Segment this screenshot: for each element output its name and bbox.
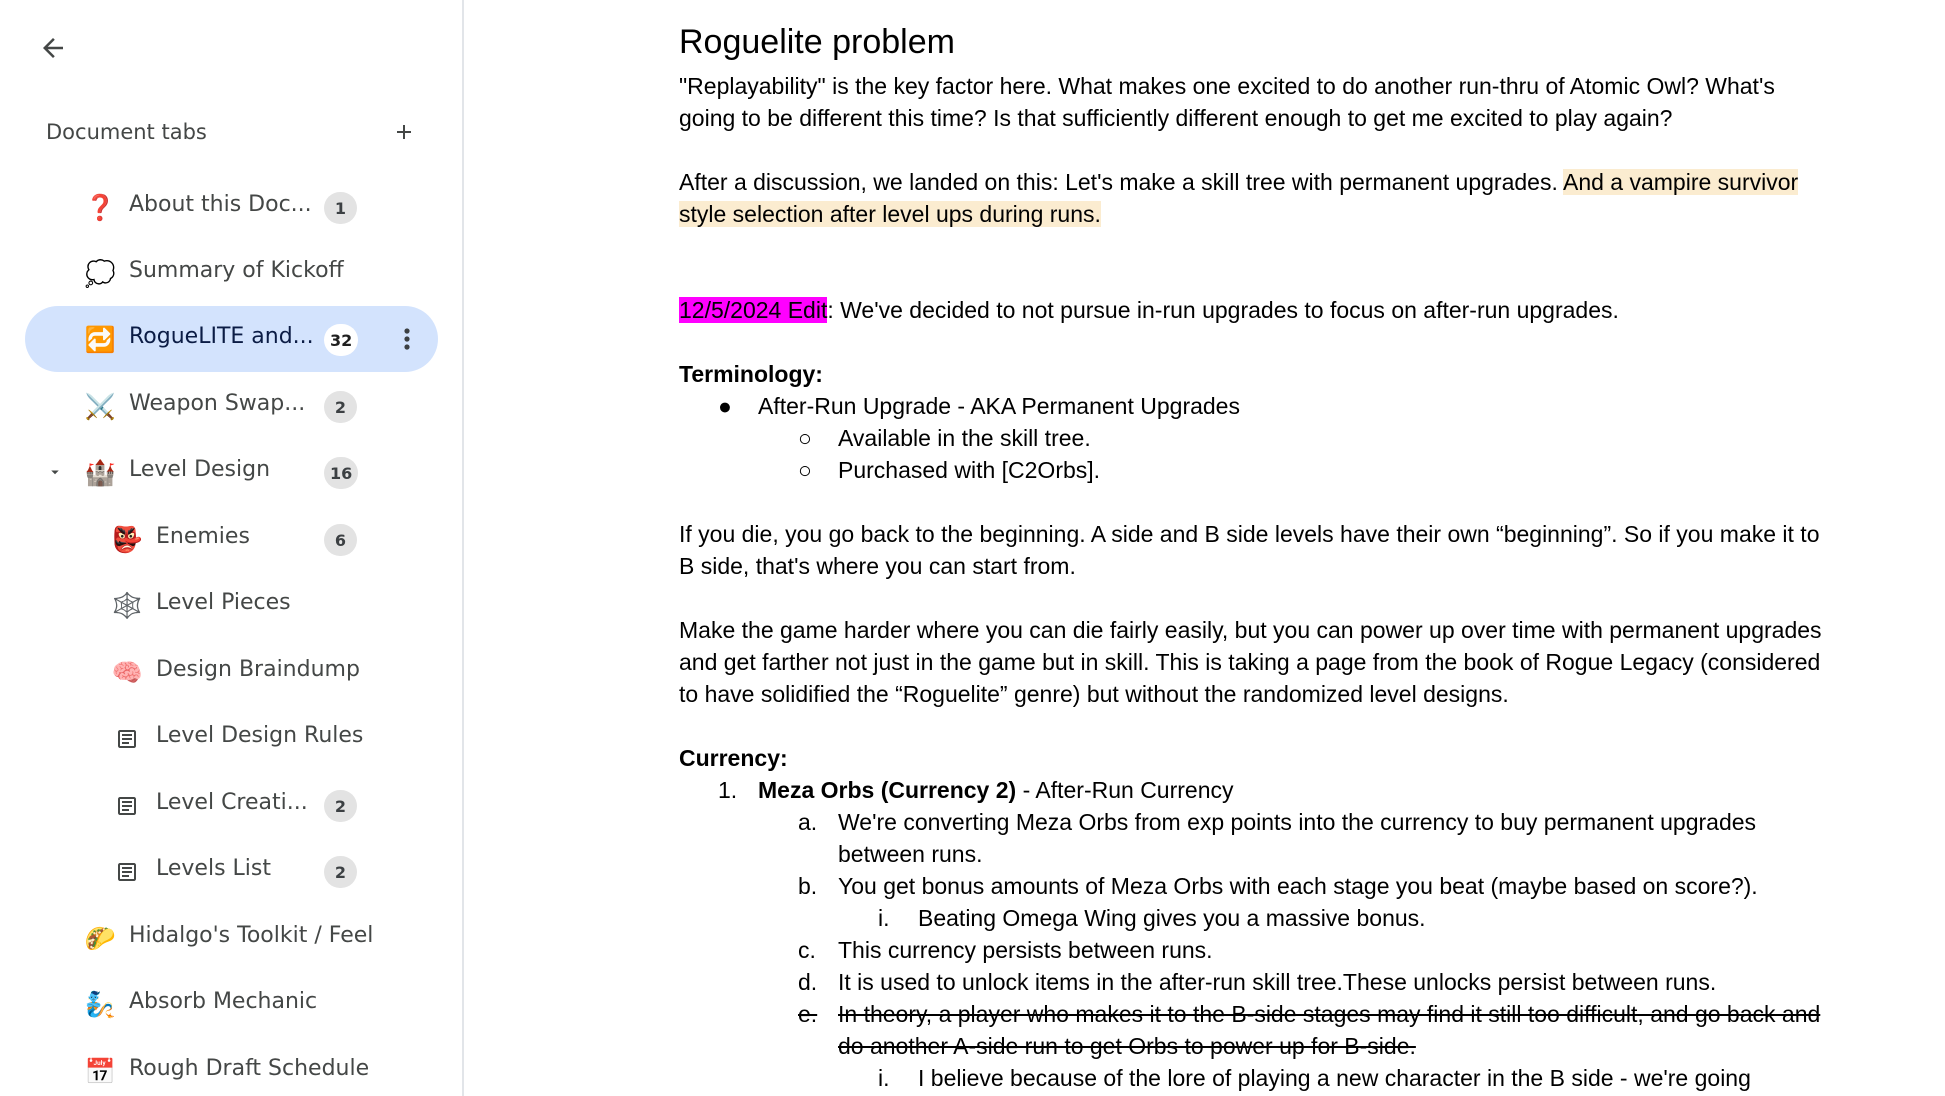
- comment-count-badge: 2: [324, 856, 357, 888]
- bullet-marker: ○: [798, 425, 812, 451]
- document-tabs-title: Document tabs: [46, 120, 207, 144]
- tab-weapon-swap[interactable]: [25, 373, 438, 439]
- castle-icon: 🏰: [84, 458, 116, 487]
- list-item: [679, 806, 1829, 870]
- plus-icon: [392, 120, 416, 144]
- bullet-marker: ●: [718, 393, 732, 419]
- more-vert-icon: [404, 328, 410, 350]
- tab-label: Enemies: [156, 524, 250, 549]
- tab-roguelite[interactable]: [25, 306, 438, 372]
- list-marker: a.: [798, 809, 818, 835]
- tab-label: Weapon Swap...: [129, 391, 306, 416]
- add-tab-button[interactable]: [386, 114, 422, 150]
- goblin-icon: 👺: [111, 525, 143, 554]
- list-item-text: You get bonus amounts of Meza Orbs with each stage you beat (maybe based on score?).: [838, 873, 1758, 899]
- calendar-icon: 📅: [84, 1057, 116, 1086]
- list-item-bold-text: Meza Orbs (Currency 2): [758, 777, 1017, 803]
- list-marker: i.: [878, 1065, 890, 1091]
- discussion-text: After a discussion, we landed on this: Let's make a skill tree with permanent upgrades.: [679, 169, 1563, 195]
- list-item-text: Beating Omega Wing gives you a massive bonus.: [918, 905, 1426, 931]
- comment-count-badge: 32: [324, 324, 358, 356]
- brain-icon: 🧠: [111, 658, 143, 687]
- comment-count-badge: 16: [324, 457, 358, 489]
- paragraph-edit-note: [679, 294, 1829, 326]
- list-item: [679, 902, 1829, 934]
- tab-label: Level Design Rules: [156, 723, 364, 748]
- edit-date-highlight: 12/5/2024 Edit: [679, 297, 828, 323]
- tab-about-this-doc[interactable]: [25, 174, 438, 240]
- list-item-text: After-Run Upgrade - AKA Permanent Upgrades: [758, 393, 1240, 419]
- list-marker: d.: [798, 969, 818, 995]
- tab-options-button[interactable]: [393, 323, 421, 355]
- list-marker: c.: [798, 937, 816, 963]
- repeat-icon: 🔁: [84, 325, 116, 354]
- paragraph-difficulty: Make the game harder where you can die fairly easily, but you can power up over time with permanent upgrades and get farther not just in the game but in skill. This is taking a page from the book of Rogue Legacy (considered to have solidified the “Roguelite” genre) but without the randomized level designs.: [679, 617, 1822, 707]
- document-icon: [112, 857, 142, 887]
- edit-note-text: : We've decided to not pursue in-run upgrades to focus on after-run upgrades.: [827, 297, 1619, 323]
- tab-level-design-rules[interactable]: [25, 705, 438, 771]
- tab-label: Level Creati...: [156, 790, 308, 815]
- comment-count-badge: 2: [324, 391, 357, 423]
- list-item-text: In theory, a player who makes it to the B-side stages may find it still too difficult, and go back and do another A-side run to get Orbs to power up for B-side.: [838, 1001, 1821, 1059]
- terminology-heading: Terminology:: [679, 361, 823, 387]
- tab-rough-draft-schedule[interactable]: [25, 1038, 438, 1096]
- tab-levels-list[interactable]: [25, 838, 438, 904]
- document-heading: Roguelite problem: [679, 23, 955, 61]
- list-item: [679, 454, 1829, 486]
- tab-label: RogueLITE and...: [129, 324, 314, 349]
- tab-label: Level Design: [129, 457, 271, 482]
- collapse-caret-icon[interactable]: [46, 463, 64, 486]
- list-item: [679, 390, 1829, 422]
- document-body[interactable]: [465, 0, 1945, 1096]
- list-marker: e.: [798, 1001, 818, 1027]
- comment-count-badge: 2: [324, 790, 357, 822]
- tab-label: Design Braindump: [156, 657, 360, 682]
- bullet-marker: ○: [798, 457, 812, 483]
- question-mark-icon: ❓: [84, 193, 116, 222]
- list-item: [679, 966, 1829, 998]
- comment-count-badge: 1: [324, 192, 357, 224]
- list-item-text: This currency persists between runs.: [838, 937, 1213, 963]
- currency-heading: Currency:: [679, 745, 788, 771]
- tab-summary-of-kickoff[interactable]: [25, 240, 438, 306]
- tab-label: Level Pieces: [156, 590, 291, 615]
- list-item-text: I believe because of the lore of playing a new character in the B side - we're going: [918, 1065, 1751, 1091]
- tab-hidalgos-toolkit[interactable]: [25, 905, 438, 971]
- taco-icon: 🌮: [84, 924, 116, 953]
- back-button[interactable]: [30, 25, 76, 71]
- web-icon: 🕸️: [111, 591, 143, 620]
- document-tabs-sidebar: [0, 0, 464, 1096]
- list-marker: i.: [878, 905, 890, 931]
- list-marker: b.: [798, 873, 818, 899]
- crossed-swords-icon: ⚔️: [84, 392, 116, 421]
- tab-label: Levels List: [156, 856, 271, 881]
- list-item-text: We're converting Meza Orbs from exp points into the currency to buy permanent upgrades between runs.: [838, 809, 1757, 867]
- list-item-text: It is used to unlock items in the after-run skill tree.These unlocks persist between runs.: [838, 969, 1717, 995]
- tab-enemies[interactable]: [25, 506, 438, 572]
- paragraph-discussion: [679, 166, 1829, 230]
- list-item: [679, 422, 1829, 454]
- tab-level-creation[interactable]: [25, 772, 438, 838]
- list-item-text: Available in the skill tree.: [838, 425, 1091, 451]
- list-item-text: Purchased with [C2Orbs].: [838, 457, 1101, 483]
- tab-absorb-mechanic[interactable]: [25, 971, 438, 1037]
- tab-label: Absorb Mechanic: [129, 989, 318, 1014]
- list-marker: 1.: [718, 777, 738, 803]
- list-item-text: - After-Run Currency: [1016, 777, 1234, 803]
- list-item: [679, 870, 1829, 902]
- tab-label: About this Doc...: [129, 192, 312, 217]
- genie-icon: 🧞: [84, 990, 116, 1019]
- document-icon: [112, 724, 142, 754]
- comment-count-badge: 6: [324, 524, 357, 556]
- arrow-back-icon: [38, 33, 68, 63]
- speech-bubble-icon: 💭: [84, 259, 116, 288]
- document-tabs-header: [46, 117, 416, 147]
- highlighted-text: And a vampire survivor style selection after level ups during runs.: [679, 169, 1799, 227]
- paragraph-replayability: "Replayability" is the key factor here. What makes one excited to do another run-thru of Atomic Owl? What's going to be different this time? Is that sufficiently different enough to get me excited to play again?: [679, 73, 1775, 131]
- tab-design-braindump[interactable]: [25, 639, 438, 705]
- tab-label: Summary of Kickoff: [129, 258, 344, 283]
- list-item: [679, 1062, 1829, 1094]
- list-item: [679, 774, 1829, 806]
- tab-label: Rough Draft Schedule: [129, 1056, 370, 1081]
- tab-label: Hidalgo's Toolkit / Feel: [129, 923, 374, 948]
- list-item: [679, 934, 1829, 966]
- document-icon: [112, 791, 142, 821]
- tab-level-pieces[interactable]: [25, 572, 438, 638]
- list-item-strikethrough: [679, 998, 1829, 1062]
- tab-level-design[interactable]: [25, 439, 438, 505]
- paragraph-death: If you die, you go back to the beginning. A side and B side levels have their own “beginning”. So if you make it to B side, that's where you can start from.: [679, 521, 1820, 579]
